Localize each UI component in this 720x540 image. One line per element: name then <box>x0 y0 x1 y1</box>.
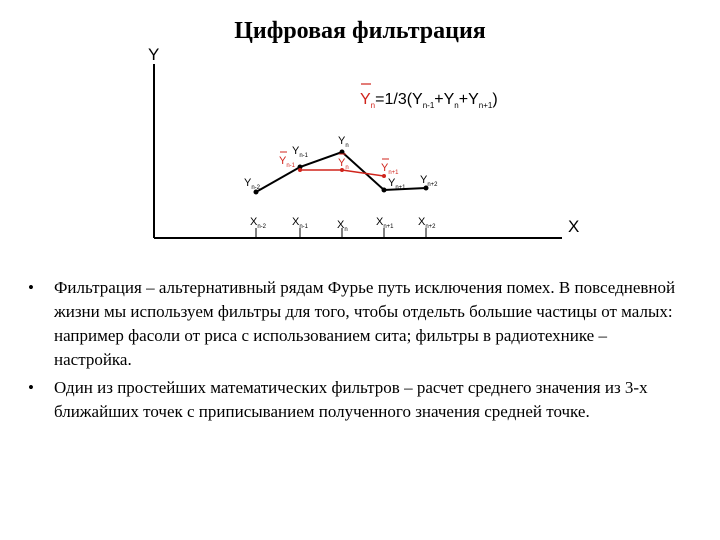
formula-lhs: Y <box>360 91 371 108</box>
formula-t1-sub: n-1 <box>422 101 435 110</box>
formula-plus1: +Y <box>434 91 455 108</box>
slide-title: Цифровая фильтрация <box>234 18 486 44</box>
x-tick-5: $X_{n+2}$ <box>418 216 436 230</box>
bullet-text: Фильтрация – альтернативный рядам Фурье путь исключения помех. В повседневной жизни мы используем фильтры для того, чтобы отдельть большие частицы от малых: например фасоли от риса с использованием сита; фильтры в радиотехнике – настройка. <box>54 278 676 369</box>
filtered-point <box>382 174 386 178</box>
formula <box>360 84 498 110</box>
raw-label-5: $Y_{n+2}$ <box>420 174 438 188</box>
bullet-mark: • <box>28 278 34 297</box>
x-tick-1: $X_{n-2}$ <box>250 216 267 230</box>
filtered-label-2: $Y_n$ <box>338 157 349 171</box>
bullet-item <box>28 376 688 424</box>
filtered-label-1: $Y_{n-1}$ <box>279 155 296 169</box>
svg-text:Yn=1/3(Yn-1+Yn+Yn+1) <box>360 91 498 110</box>
filtered-point <box>298 168 302 172</box>
y-axis-label: Y <box>148 45 160 64</box>
filter-diagram <box>140 40 600 250</box>
bullet-text: Один из простейших математических фильтров – расчет среднего значения из 3-х ближайших точек с приписыванием полученного значения средней точке. <box>54 378 648 421</box>
filtered-label-3: $Y_{n+1}$ <box>381 162 399 176</box>
x-tick-4: $X_{n+1}$ <box>376 216 394 230</box>
raw-label-2: $Y_{n-1}$ <box>292 145 309 159</box>
bullet-list <box>28 276 688 428</box>
bullet-mark: • <box>28 378 34 397</box>
x-ticks <box>250 216 436 238</box>
raw-label-1: $Y_{n-2}$ <box>244 177 261 191</box>
raw-point <box>382 188 387 193</box>
formula-t2-sub: n <box>454 101 459 110</box>
x-axis-label: X <box>568 217 580 236</box>
bullet-item <box>28 276 688 372</box>
formula-close: ) <box>492 91 498 108</box>
formula-lhs-sub: n <box>370 101 376 110</box>
formula-t3-sub: n+1 <box>478 101 493 110</box>
x-tick-2: $X_{n-1}$ <box>292 216 309 230</box>
raw-label-4: $Y_{n+1}$ <box>388 177 406 191</box>
formula-body: =1/3(Y <box>375 91 423 108</box>
raw-label-3: $Y_n$ <box>338 135 349 149</box>
formula-plus2: +Y <box>458 91 479 108</box>
x-tick-3: $X_n$ <box>337 219 348 233</box>
